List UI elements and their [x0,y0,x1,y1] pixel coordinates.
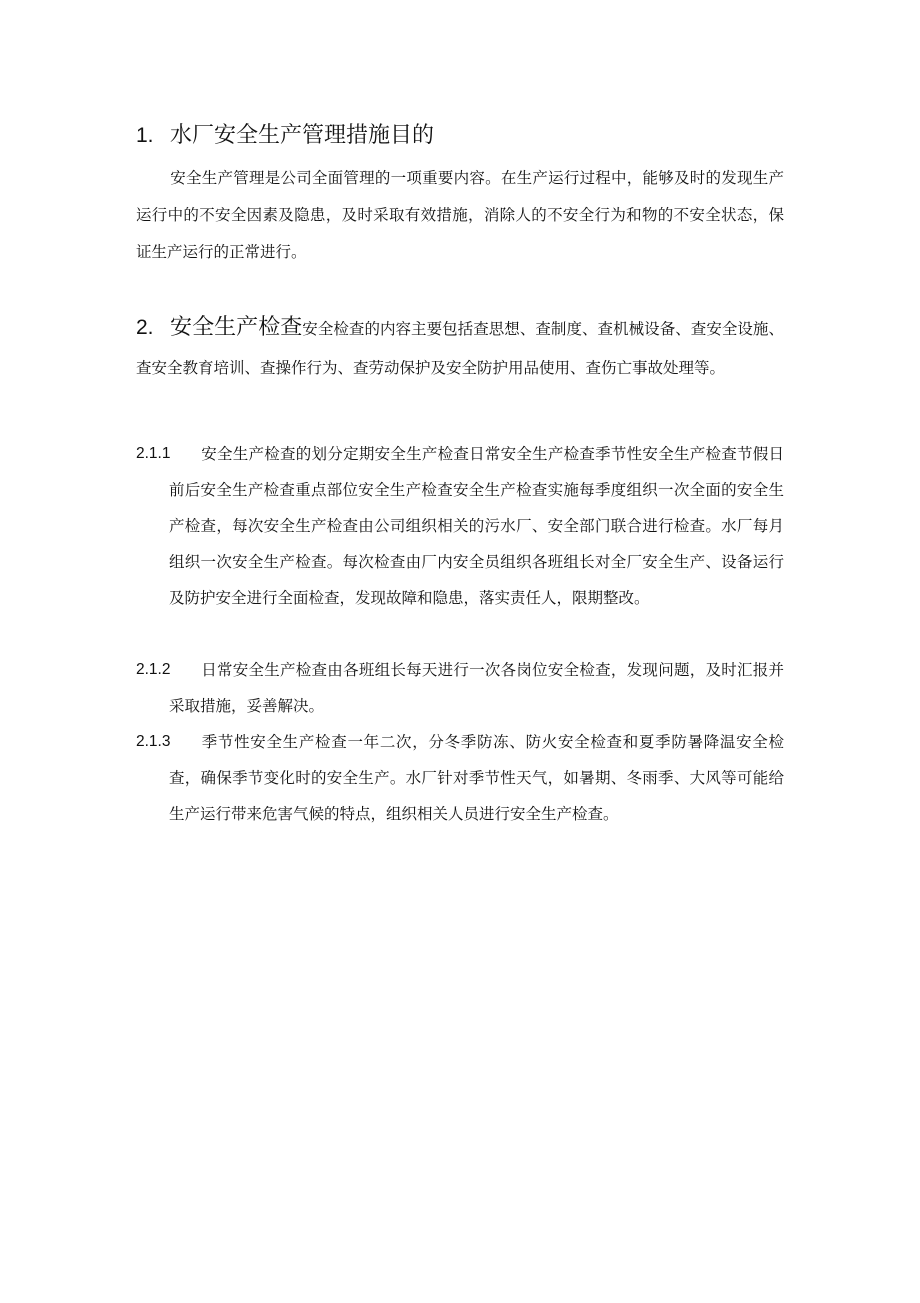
section-1-heading [136,121,434,151]
subsection-2-1-3 [136,724,784,832]
subsection-text [169,724,784,832]
section-2-body-text: 安全检查的内容主要包括查思想、查制度、查机械设备、查安全设施、查安全教育培训、查操作行为、查劳动保护及安全防护用品使用、查伤亡事故处理等。 [136,320,784,377]
subsection-number: 2.1.3 [136,733,171,750]
section-2-number: 2. [136,316,154,339]
subsection-2-1-2 [136,652,784,724]
subsection-text-content: 日常安全生产检查由各班组长每天进行一次各岗位安全检查，发现问题，及时汇报并采取措施，妥善解决。 [169,661,784,715]
section-2-title: 安全生产检查 [170,315,303,340]
subsection-text [169,436,784,616]
subsection-number: 2.1.2 [136,661,171,678]
subsection-text-content: 安全生产检查的划分定期安全生产检查日常安全生产检查季节性安全生产检查节假日前后安全生产检查重点部位安全生产检查安全生产检查实施每季度组织一次全面的安全生产检查，每次安全生产检查由公司组织相关的污水厂、安全部门联合进行检查。水厂每月组织一次安全生产检查。每次检查由厂内安全员组织各班组长对全厂安全生产、设备运行及防护安全进行全面检查，发现故障和隐患，落实责任人，限期整改。 [169,445,784,607]
section-2-heading [136,315,302,340]
section-1-body [136,160,784,271]
subsection-2-1-1 [136,436,784,616]
subsection-number: 2.1.1 [136,445,171,462]
section-1-body-text: 安全生产管理是公司全面管理的一项重要内容。在生产运行过程中，能够及时的发现生产运行中的不安全因素及隐患，及时采取有效措施，消除人的不安全行为和物的不安全状态，保证生产运行的正常进行。 [136,169,784,261]
section-2-block [136,308,784,388]
subsection-text [169,652,784,724]
section-1-number: 1. [136,124,154,147]
subsection-text-content: 季节性安全生产检查一年二次，分冬季防冻、防火安全检查和夏季防暑降温安全检查，确保季节变化时的安全生产。水厂针对季节性天气，如暑期、冬雨季、大风等可能给生产运行带来危害气候的特点，组织相关人员进行安全生产检查。 [169,733,784,823]
section-1-title: 水厂安全生产管理措施目的 [170,123,435,148]
